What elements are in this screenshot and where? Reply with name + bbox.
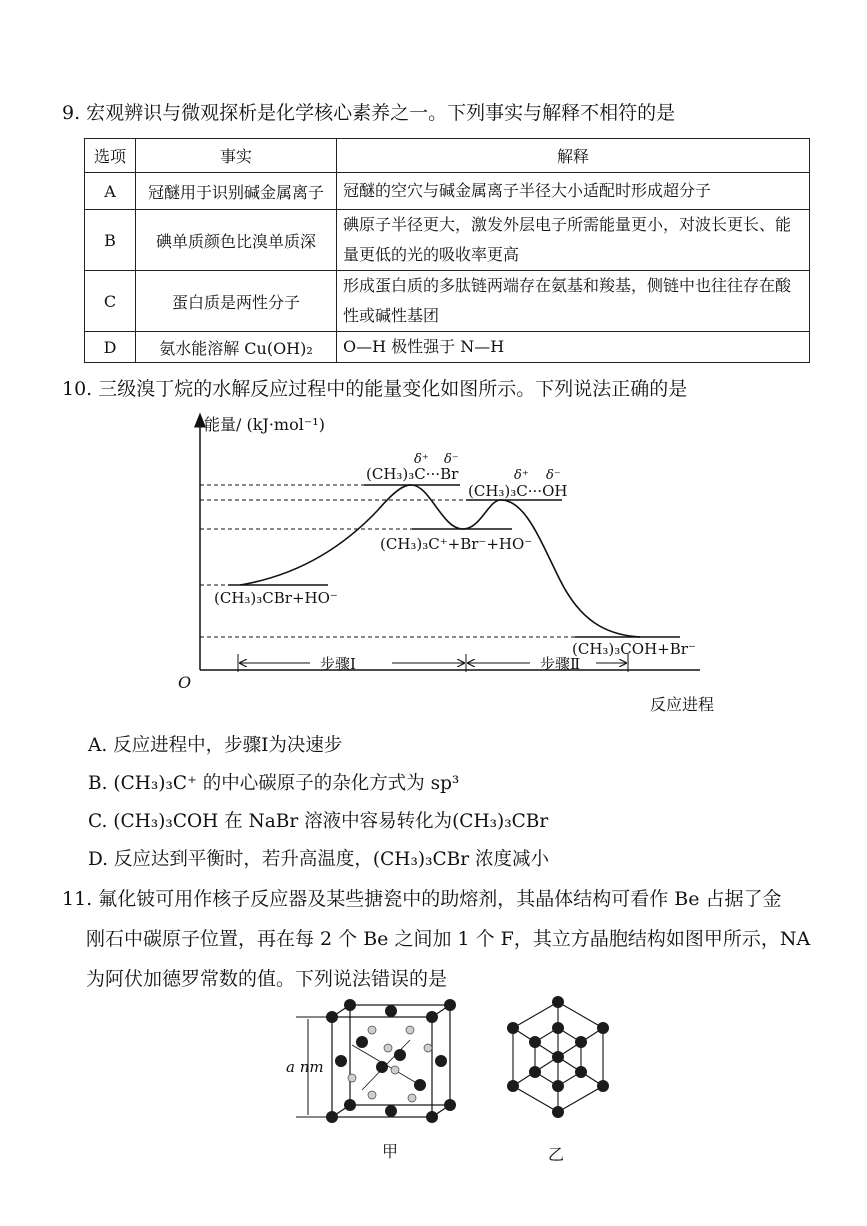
- q11-line1: 11. 氟化铍可用作核子反应器及某些搪瓷中的助熔剂，其晶体结构可看作 Be 占据了金: [62, 888, 782, 910]
- ts2-charge-plus: δ⁺: [514, 468, 529, 483]
- row-fact: 氨水能溶解 Cu(OH)₂: [136, 332, 337, 363]
- ts1-charge-minus: δ⁻: [444, 452, 459, 467]
- reactant-label: (CH₃)₃CBr+HO⁻: [214, 589, 338, 607]
- crystal-figures: [286, 995, 610, 1165]
- row-explain: O—H 极性强于 N—H: [337, 332, 810, 363]
- q10-option-c: C. (CH₃)₃COH 在 NaBr 溶液中容易转化为(CH₃)₃CBr: [88, 811, 549, 832]
- row-fact: 碘单质颜色比溴单质深: [136, 210, 337, 271]
- table-row: [85, 173, 810, 210]
- q10-stem: 10. 三级溴丁烷的水解反应过程中的能量变化如图所示。下列说法正确的是: [62, 378, 688, 400]
- table-header-explain: 解释: [337, 139, 810, 173]
- q11-line2: 刚石中碳原子位置，再在每 2 个 Be 之间加 1 个 F，其立方晶胞结构如图甲所示，NA: [86, 928, 811, 950]
- row-explain: 冠醚的空穴与碱金属离子半径大小适配时形成超分子: [337, 173, 810, 210]
- q11-line3: 为阿伏加德罗常数的值。下列说法错误的是: [86, 968, 448, 990]
- origin-label: O: [178, 673, 192, 692]
- ts1-charge-plus: δ⁺: [414, 452, 429, 467]
- row-fact: 冠醚用于识别碱金属离子: [136, 173, 337, 210]
- intermediate-label: (CH₃)₃C⁺+Br⁻+HO⁻: [380, 535, 533, 553]
- row-fact: 蛋白质是两性分子: [136, 271, 337, 332]
- figure-b-label: 乙: [548, 1145, 565, 1164]
- q9-table: [84, 138, 810, 363]
- row-explain: 碘原子半径更大，激发外层电子所需能量更小，对波长更长、能量更低的光的吸收率更高: [337, 210, 810, 271]
- ts1-label: (CH₃)₃C···Br: [366, 465, 459, 483]
- q9-stem: 9. 宏观辨识与微观探析是化学核心素养之一。下列事实与解释不相符的是: [62, 102, 676, 124]
- table-header-row: [85, 139, 810, 173]
- row-option: A: [85, 173, 136, 210]
- ts2-label: (CH₃)₃C···OH: [468, 482, 568, 500]
- table-header-fact: 事实: [136, 139, 337, 173]
- q10-option-b: B. (CH₃)₃C⁺ 的中心碳原子的杂化方式为 sp³: [88, 773, 460, 794]
- energy-curve: [240, 485, 640, 637]
- row-option: D: [85, 332, 136, 363]
- table-row: [85, 332, 810, 363]
- row-explain: 形成蛋白质的多肽链两端存在氨基和羧基，侧链中也往往存在酸性或碱性基团: [337, 271, 810, 332]
- x-axis-label: 反应进程: [650, 695, 715, 714]
- step2-label: 步骤Ⅱ: [540, 655, 581, 673]
- table-row: [85, 271, 810, 332]
- product-label: (CH₃)₃COH+Br⁻: [572, 640, 696, 658]
- q10-option-a: A. 反应进程中，步骤Ⅰ为决速步: [88, 735, 343, 756]
- ts2-charge-minus: δ⁻: [546, 468, 561, 483]
- energy-diagram: [0, 410, 867, 720]
- q10-option-d: D. 反应达到平衡时，若升高温度，(CH₃)₃CBr 浓度减小: [88, 849, 549, 870]
- figure-a-label: 甲: [382, 1142, 399, 1161]
- step1-label: 步骤Ⅰ: [320, 655, 356, 673]
- y-axis-label: 能量/ (kJ·mol⁻¹): [204, 415, 325, 434]
- row-option: B: [85, 210, 136, 271]
- table-header-option: 选项: [85, 139, 136, 173]
- table-row: [85, 210, 810, 271]
- row-option: C: [85, 271, 136, 332]
- dimension-label: a nm: [286, 1058, 324, 1076]
